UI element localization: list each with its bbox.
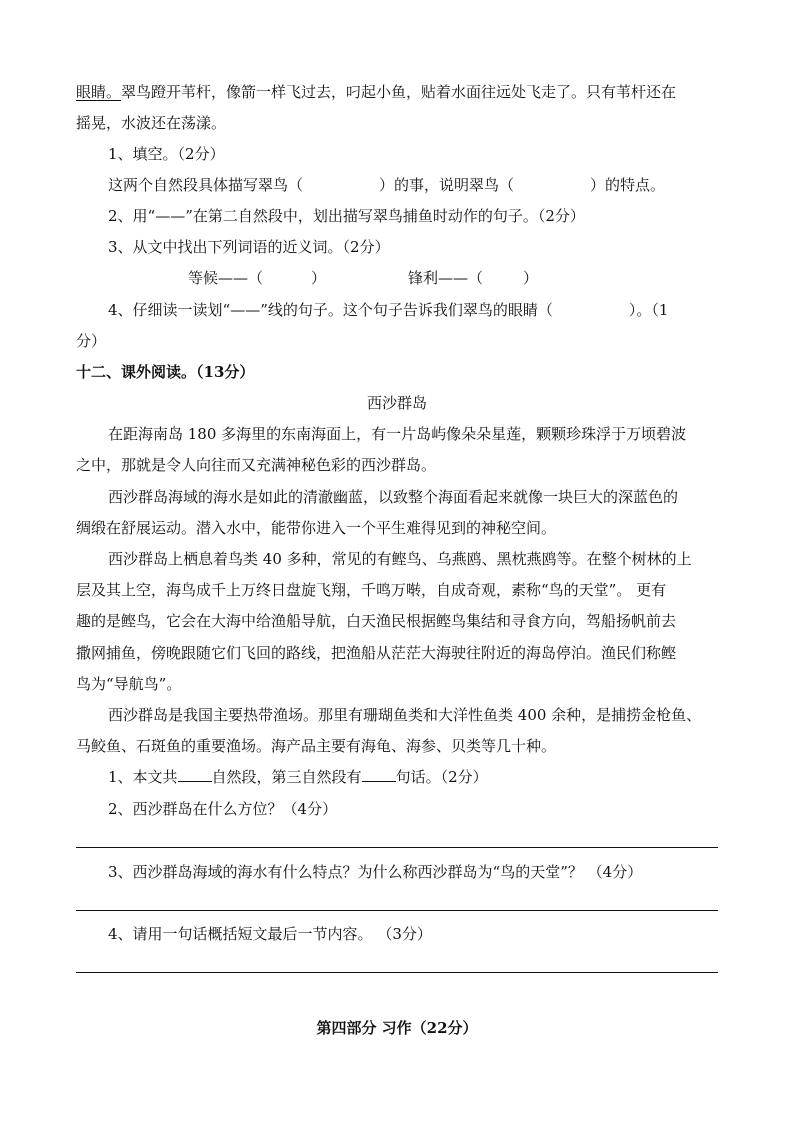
- q3-close-2: ）: [523, 269, 539, 287]
- reading-q1-blank-1[interactable]: [178, 767, 212, 782]
- reading-q1-part-c: 句话。（2分）: [395, 768, 488, 786]
- para3-line-5: 鸟为“导航鸟”。: [76, 675, 182, 693]
- answer-line-q3[interactable]: [76, 910, 718, 911]
- q4-text: [108, 300, 722, 320]
- q1-part-b: ）的事，说明翠鸟（: [379, 176, 515, 194]
- q3-word-1: 等候——（: [188, 269, 264, 287]
- underlined-phrase: 眼睛。: [76, 83, 122, 101]
- q2-text: 2、用“——”在第二自然段中，划出描写翠鸟捕鱼时动作的句子。（2分）: [108, 207, 585, 225]
- q1-part-c: ）的特点。: [590, 176, 666, 194]
- section-12-heading: 十二、课外阅读。（13分）: [76, 363, 255, 381]
- para3-line-1: 西沙群岛上栖息着鸟类 40 多种，常见的有鲣鸟、乌燕鸥、黑枕燕鸥等。在整个树林的上: [108, 550, 692, 568]
- q4-part-a: 4、仔细读一读划“——”线的句子。这个句子告诉我们翠鸟的眼睛（: [108, 301, 553, 319]
- reading-q4: 4、请用一句话概括短文最后一节内容。 （3分）: [108, 925, 432, 943]
- reading-q1: [108, 767, 722, 787]
- q1-title: 1、填空。（2分）: [108, 145, 225, 163]
- part-4-heading: 第四部分 习作（22分）: [316, 1019, 478, 1037]
- para3-line-4: 撒网捕鱼，傍晚跟随它们飞回的路线，把渔船从茫茫大海驶往附近的海岛停泊。渔民们称鲣: [76, 644, 677, 662]
- reading-q1-part-b: 自然段，第三自然段有: [211, 768, 362, 786]
- para2-line-1: 西沙群岛海域的海水是如此的清澈幽蓝，以致整个海面看起来就像一块巨大的深蓝色的: [108, 488, 679, 506]
- para4-line-2: 马鲛鱼、石斑鱼的重要渔场。海产品主要有海龟、海参、贝类等几十种。: [76, 737, 557, 755]
- passage-line-2: 摇晃，水波还在荡漾。: [76, 114, 227, 132]
- para3-line-2: 层及其上空，海鸟成千上万终日盘旋飞翔，千鸣万啭，自成奇观，素称“鸟的天堂”。 更有: [76, 581, 667, 599]
- reading-title: 西沙群岛: [366, 394, 427, 412]
- q3-synonyms: [188, 268, 688, 288]
- para1-line-2: 之中，那就是令人向往而又充满神秘色彩的西沙群岛。: [76, 456, 437, 474]
- reading-q2: 2、西沙群岛在什么方位？（4分）: [108, 800, 338, 818]
- passage-line-1: [76, 82, 722, 102]
- para2-line-2: 绸缎在舒展运动。潜入水中，能带你进入一个平生难得见到的神秘空间。: [76, 519, 557, 537]
- para1-line-1: 在距海南岛 180 多海里的东南海面上，有一片岛屿像朵朵星莲，颗颗珍珠浮于万顷碧波: [108, 425, 687, 443]
- q3-close-1: ）: [311, 269, 327, 287]
- q4-continuation: 分）: [76, 332, 107, 350]
- q4-part-b: ）。（1: [628, 301, 669, 319]
- para3-line-3: 趣的是鲣鸟，它会在大海中给渔船导航，白天渔民根据鲣鸟集结和寻食方向，驾船扬帆前去: [76, 612, 677, 630]
- reading-q1-part-a: 1、本文共: [108, 768, 178, 786]
- q1-part-a: 这两个自然段具体描写翠鸟（: [108, 176, 304, 194]
- reading-q3: 3、西沙群岛海域的海水有什么特点？为什么称西沙群岛为“鸟的天堂”？ （4分）: [108, 863, 643, 881]
- answer-line-q2[interactable]: [76, 847, 718, 848]
- reading-q1-blank-2[interactable]: [362, 767, 396, 782]
- q1-fill-blank: [108, 175, 722, 195]
- passage-line-1-text: 翠鸟蹬开苇杆，像箭一样飞过去，叼起小鱼，贴着水面往远处飞走了。只有苇杆还在: [121, 83, 677, 101]
- answer-line-q4[interactable]: [76, 972, 718, 973]
- para4-line-1: 西沙群岛是我国主要热带渔场。那里有珊瑚鱼类和大洋性鱼类 400 余种，是捕捞金枪鱼、: [108, 706, 702, 724]
- q3-title: 3、从文中找出下列词语的近义词。（2分）: [108, 238, 390, 256]
- q3-word-2: 锋利——（: [408, 269, 484, 287]
